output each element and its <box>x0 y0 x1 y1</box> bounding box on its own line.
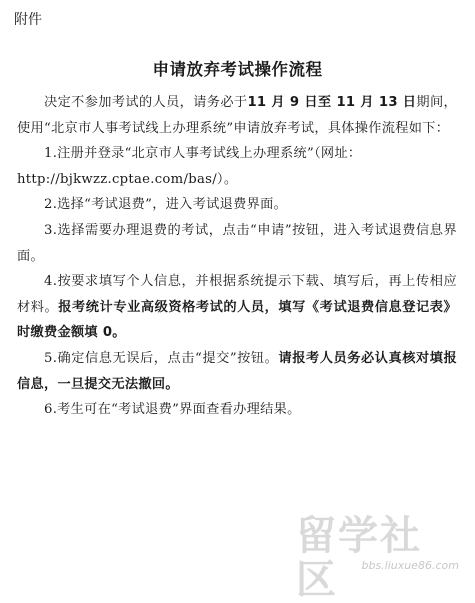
step-4-text: 4.按要求填写个人信息，并根据系统提示下载、填写后，再上传相应材料。 <box>17 274 457 315</box>
step-3-paragraph: 3.选择需要办理退费的考试，点击“申请”按钮，进入考试退费信息界面。 <box>17 222 457 264</box>
step-2-paragraph: 2.选择“考试退费”，进入考试退费界面。 <box>44 197 288 213</box>
watermark-brand: 留学社区 <box>296 513 422 603</box>
document-body <box>17 90 457 423</box>
watermark-logo <box>296 513 471 603</box>
step-5-bold-note: 请报考人员务必认真核对填报信息，一旦提交无法撤回。 <box>17 350 458 392</box>
intro-text-a: 决定不参加考试的人员，请务必于 <box>44 95 248 110</box>
step-4-paragraph <box>17 269 457 346</box>
intro-text-c: 期间，使用“北京市人事考试线上办理系统”申请放弃考试，具体操作流程如下： <box>17 95 457 136</box>
step-1-paragraph: 1.注册并登录“北京市人事考试线上办理系统”（网址： <box>44 146 362 162</box>
step-6-paragraph: 6.考生可在“考试退费”界面查看办理结果。 <box>44 402 301 418</box>
step-4-bold-note: 报考统计专业高级资格考试的人员，填写《考试退费信息登记表》时缴费金额填 0。 <box>17 299 457 341</box>
intro-date-range: 11 月 9 日至 11 月 13 日 <box>247 95 417 110</box>
step-5-paragraph <box>17 346 457 397</box>
watermark-url: bbs.liuxue86.com <box>361 559 459 572</box>
step-5-text: 5.确定信息无误后，点击“提交”按钮。 <box>44 350 279 366</box>
step-1-url: http://bjkwzz.cptae.com/bas/）。 <box>17 171 238 187</box>
document-title: 申请放弃考试操作流程 <box>152 60 323 79</box>
intro-paragraph <box>17 90 457 141</box>
attachment-label: 附件 <box>14 12 42 28</box>
